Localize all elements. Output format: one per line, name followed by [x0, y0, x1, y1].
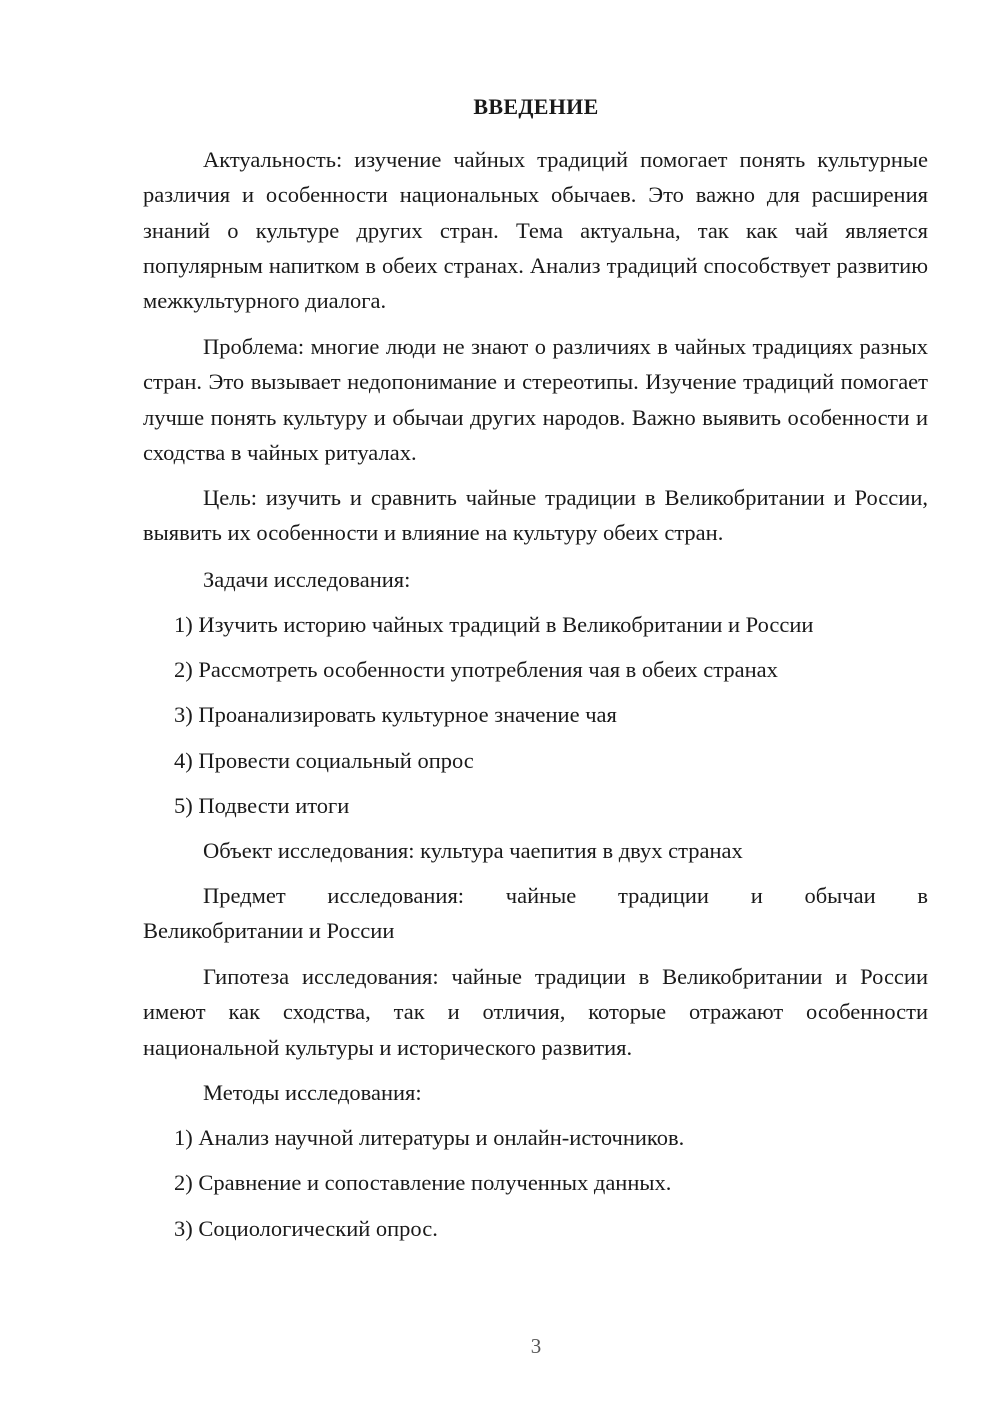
section-title: ВВЕДЕНИЕ — [473, 94, 599, 119]
goal-paragraph: Цель: изучить и сравнить чайные традиции в Великобритании и России, выявить их особенности и влияние на культуру обеих стран. — [143, 485, 928, 546]
tasks-heading: Задачи исследования: — [203, 567, 411, 592]
subject-line — [203, 878, 928, 913]
relevance-paragraph: Актуальность: изучение чайных традиций помогает понять культурные различия и особенности национальных обычаев. Это важно для расширения знаний о культуре других стран. Тема актуальна, так как чай является популярным напитком в обеих странах. Анализ традиций способствует развитию межкультурного диалога. — [143, 147, 928, 314]
task-item: 1) Изучить историю чайных традиций в Великобритании и России — [174, 612, 814, 637]
subject-word: традиции — [618, 883, 709, 908]
object-line: Объект исследования: культура чаепития в двух странах — [203, 838, 743, 863]
subject-word: Предмет — [203, 883, 286, 908]
page-number: 3 — [530, 1334, 542, 1358]
hypothesis-paragraph: Гипотеза исследования: чайные традиции в Великобритании и России имеют как сходства, так и отличия, которые отражают особенности национальной культуры и исторического развития. — [143, 964, 928, 1060]
subject-word: обычаи — [804, 883, 876, 908]
task-item: 2) Рассмотреть особенности употребления чая в обеих странах — [174, 657, 778, 682]
task-item: 3) Проанализировать культурное значение чая — [174, 702, 617, 727]
methods-heading: Методы исследования: — [203, 1080, 422, 1105]
method-item: 2) Сравнение и сопоставление полученных данных. — [174, 1170, 672, 1195]
problem-paragraph: Проблема: многие люди не знают о различиях в чайных традициях разных стран. Это вызывает недопонимание и стереотипы. Изучение традиций помогает лучше понять культуру и обычаи других народов. Важно выявить особенности и сходства в чайных ритуалах. — [143, 334, 928, 465]
subject-word: в — [917, 883, 928, 908]
subject-continuation: Великобритании и России — [143, 918, 395, 943]
subject-word: исследования: — [327, 883, 465, 908]
subject-word: и — [750, 883, 763, 908]
method-item: 3) Социологический опрос. — [174, 1216, 438, 1241]
task-item: 5) Подвести итоги — [174, 793, 350, 818]
method-item: 1) Анализ научной литературы и онлайн-источников. — [174, 1125, 685, 1150]
subject-word: чайные — [505, 883, 577, 908]
task-item: 4) Провести социальный опрос — [174, 748, 474, 773]
